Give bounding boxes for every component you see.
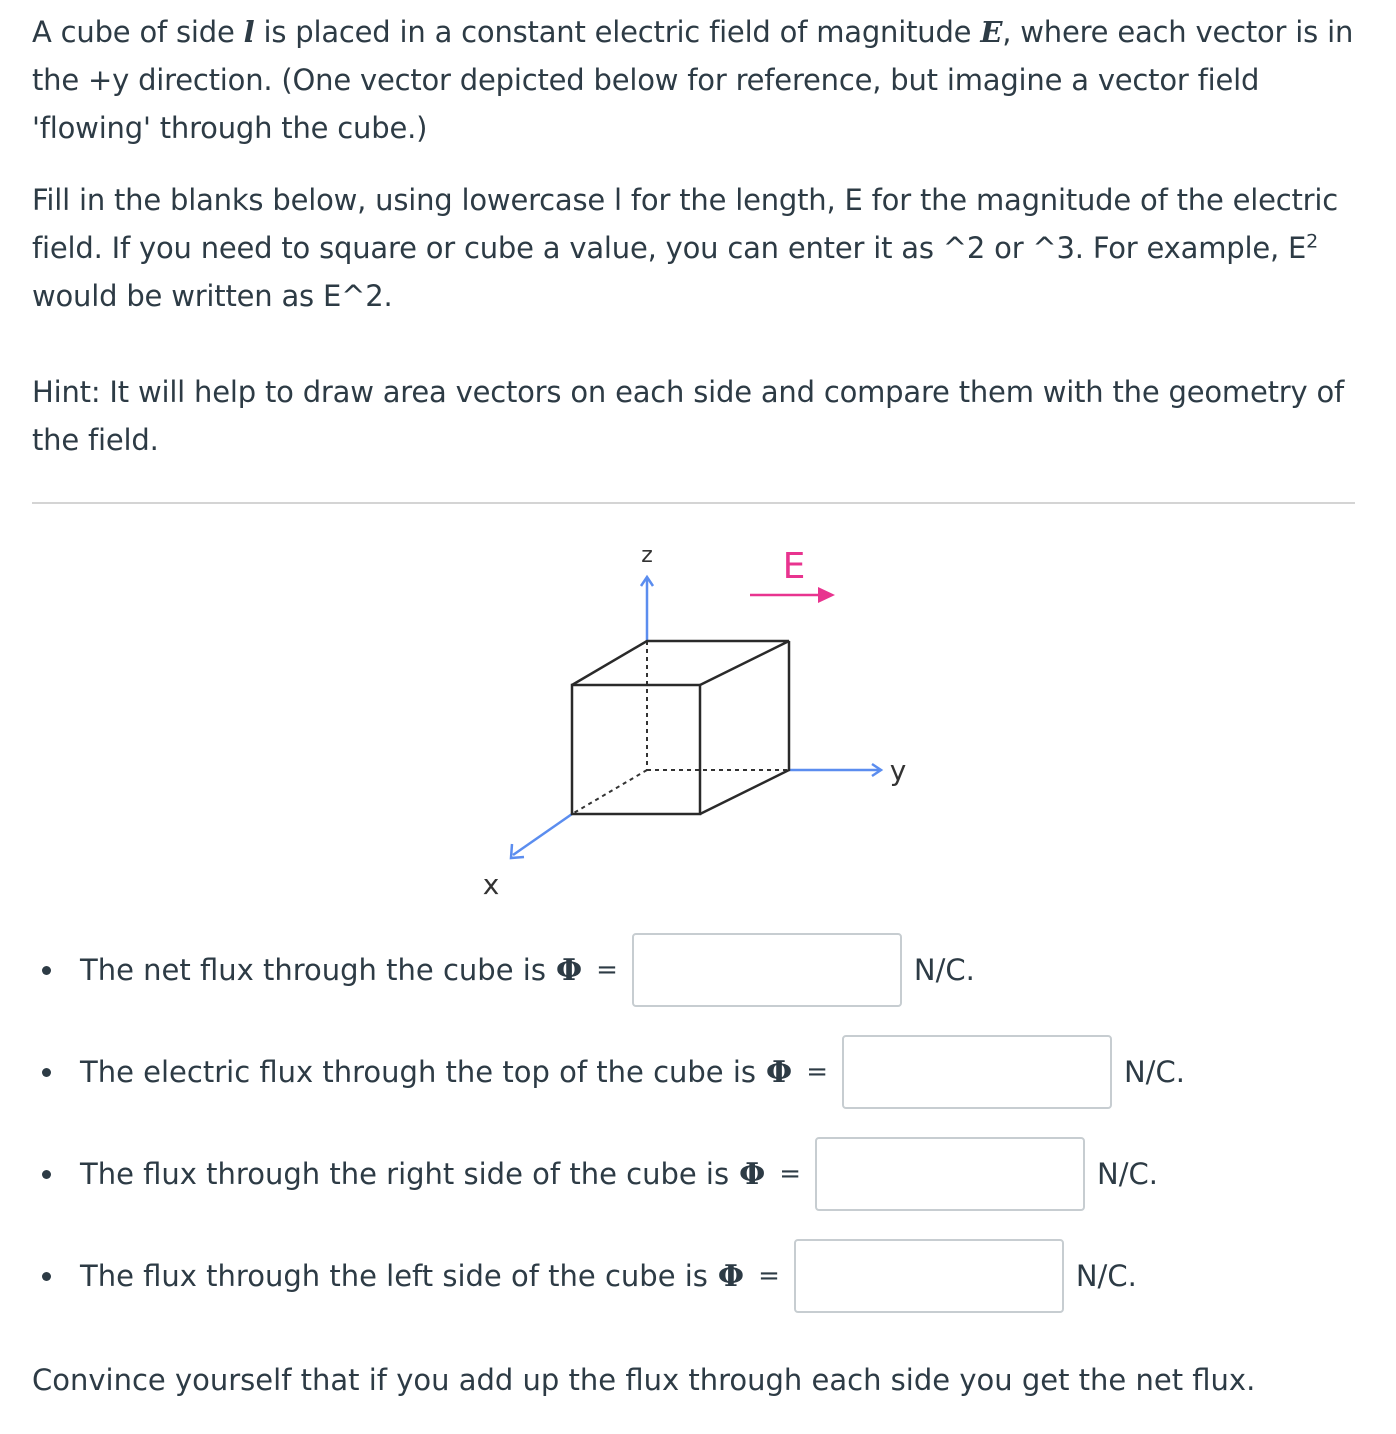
intro-middle: is placed in a constant electric field of magnitude bbox=[254, 15, 981, 49]
unit-label: N/C. bbox=[1123, 1055, 1185, 1089]
equals-sign: = bbox=[806, 1057, 828, 1087]
instructions-text-end: would be written as E^2. bbox=[32, 279, 393, 313]
phi-symbol: Φ bbox=[555, 952, 583, 988]
field-symbol: E bbox=[980, 15, 1003, 49]
equals-sign: = bbox=[758, 1261, 780, 1291]
unit-label: N/C. bbox=[1097, 1157, 1158, 1191]
question-net-flux bbox=[30, 930, 975, 1010]
field-label: E bbox=[782, 546, 806, 587]
unit-label: N/C. bbox=[1075, 1259, 1137, 1293]
z-axis-label: z bbox=[641, 543, 653, 568]
instructions-text: Fill in the blanks below, using lowercase l for the length, E for the magnitude of the electric field. If you need to square or cube a value, you can enter it as ^2 or ^3. For example, E bbox=[32, 183, 1338, 265]
side-symbol: l bbox=[243, 15, 255, 49]
phi-symbol: Φ bbox=[766, 1054, 793, 1090]
right-flux-input[interactable] bbox=[815, 1137, 1085, 1211]
question-label: The electric flux through the top of the cube is bbox=[80, 1055, 757, 1089]
x-axis-label: x bbox=[482, 868, 500, 901]
phi-symbol: Φ bbox=[717, 1258, 745, 1294]
bullet bbox=[42, 1068, 51, 1077]
bullet bbox=[42, 966, 51, 975]
x-axis bbox=[511, 814, 572, 858]
unit-label: N/C. bbox=[913, 953, 975, 987]
left-flux-input[interactable] bbox=[794, 1239, 1064, 1313]
question-right-flux bbox=[30, 1134, 1158, 1214]
intro-prefix: A cube of side bbox=[32, 15, 244, 49]
net-flux-input[interactable] bbox=[632, 933, 902, 1007]
question-label: The flux through the right side of the cube is bbox=[80, 1157, 730, 1191]
cube-visible-edges bbox=[572, 641, 789, 814]
top-flux-input[interactable] bbox=[842, 1035, 1112, 1109]
question-label: The net flux through the cube is bbox=[80, 953, 546, 987]
bullet bbox=[42, 1170, 51, 1179]
phi-symbol: Φ bbox=[739, 1156, 766, 1192]
instructions-paragraph bbox=[32, 176, 1362, 320]
intro-paragraph bbox=[32, 8, 1362, 152]
equals-sign: = bbox=[596, 955, 618, 985]
z-axis bbox=[641, 577, 653, 641]
equals-sign: = bbox=[779, 1159, 802, 1189]
hint-paragraph: Hint: It will help to draw area vectors on each side and compare them with the geometry of the field. bbox=[32, 375, 1345, 457]
field-arrow bbox=[750, 587, 835, 603]
divider bbox=[32, 502, 1355, 504]
bullet bbox=[42, 1272, 51, 1281]
superscript-two: 2 bbox=[1306, 230, 1319, 253]
y-axis bbox=[789, 764, 881, 776]
question-left-flux bbox=[30, 1236, 1137, 1316]
footer-text: Convince yourself that if you add up the flux through each side you get the net flux. bbox=[32, 1363, 1256, 1397]
question-label: The flux through the left side of the cube is bbox=[80, 1259, 708, 1293]
cube-figure bbox=[440, 530, 940, 910]
question-top-flux bbox=[30, 1032, 1185, 1112]
intro-suffix: , where each vector is in the +y direction. (One vector depicted below for reference, but imagine a vector field 'flowing' through the cube.) bbox=[32, 15, 1354, 145]
y-axis-label: y bbox=[889, 754, 907, 787]
